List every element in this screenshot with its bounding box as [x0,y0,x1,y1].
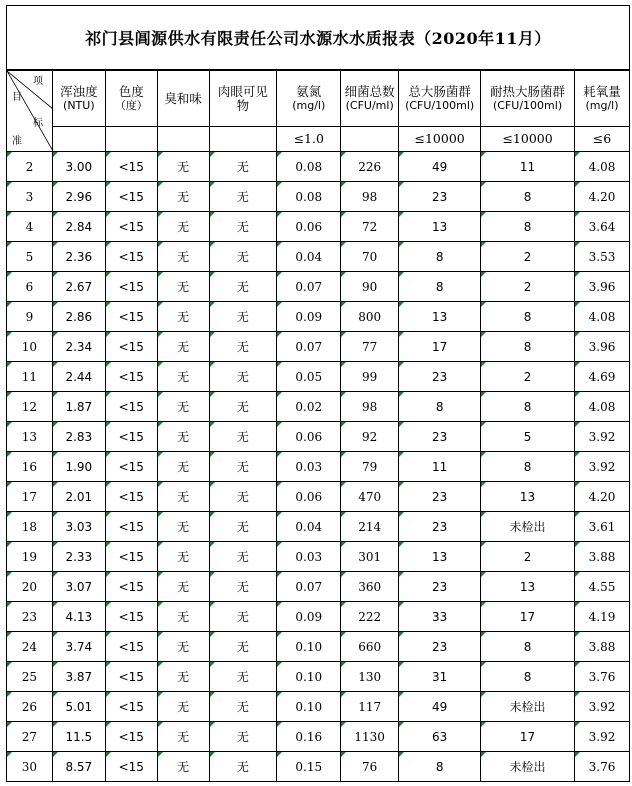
value-cell: <15 [105,722,157,752]
value-cell: 33 [399,602,481,632]
standard-row [7,127,630,152]
value-cell: 0.08 [277,182,341,212]
value-cell: 0.10 [277,662,341,692]
value-cell: 无 [209,332,277,362]
header-row [7,71,630,127]
value-cell: 13 [399,302,481,332]
value-cell: 2 [481,272,575,302]
value-cell: 1.87 [52,392,105,422]
value-cell: 92 [341,422,399,452]
value-cell: 11 [399,452,481,482]
value-cell: 无 [209,692,277,722]
standard-cell [341,127,399,152]
column-header-name: 细菌总数 [344,83,395,99]
value-cell: 无 [209,482,277,512]
date-cell: 5 [7,242,53,272]
value-cell: 无 [209,452,277,482]
value-cell: 23 [399,422,481,452]
date-cell: 18 [7,512,53,542]
table-row [7,722,630,752]
value-cell: 76 [341,752,399,782]
value-cell: 3.92 [575,692,630,722]
value-cell: 未检出 [481,692,575,722]
value-cell: 无 [157,632,209,662]
value-cell: 660 [341,632,399,662]
value-cell: 2.83 [52,422,105,452]
value-cell: 13 [481,572,575,602]
table-row [7,572,630,602]
value-cell: 2.86 [52,302,105,332]
value-cell: 301 [341,542,399,572]
value-cell: 8 [399,242,481,272]
water-quality-table [6,70,630,782]
value-cell: 3.96 [575,332,630,362]
value-cell: 8 [399,752,481,782]
value-cell: 无 [157,302,209,332]
value-cell: 0.02 [277,392,341,422]
value-cell: 800 [341,302,399,332]
value-cell: 无 [209,272,277,302]
date-cell: 19 [7,542,53,572]
value-cell: 无 [157,152,209,182]
report-title: 祁门县阊源供水有限责任公司水源水水质报表（2020年11月） [6,5,630,70]
value-cell: 无 [157,482,209,512]
value-cell: 无 [209,152,277,182]
header-corner [7,71,53,152]
value-cell: 2 [481,242,575,272]
value-cell: 无 [157,722,209,752]
value-cell: <15 [105,512,157,542]
value-cell: 无 [209,242,277,272]
value-cell: 8.57 [52,752,105,782]
date-cell: 17 [7,482,53,512]
table-row [7,422,630,452]
date-cell: 13 [7,422,53,452]
value-cell: 4.20 [575,482,630,512]
value-cell: 8 [481,632,575,662]
table-row [7,482,630,512]
column-header [341,71,399,127]
value-cell: 无 [157,272,209,302]
value-cell: 无 [209,512,277,542]
value-cell: 4.08 [575,302,630,332]
column-header [105,71,157,127]
value-cell: <15 [105,662,157,692]
value-cell: <15 [105,182,157,212]
value-cell: 13 [399,542,481,572]
value-cell: 3.61 [575,512,630,542]
standard-cell: ≤6 [575,127,630,152]
value-cell: <15 [105,452,157,482]
value-cell: 0.16 [277,722,341,752]
column-header-name: 氨氮 [296,83,322,99]
column-header [157,71,209,127]
value-cell: 214 [341,512,399,542]
table-row [7,212,630,242]
value-cell: 90 [341,272,399,302]
value-cell: 0.07 [277,272,341,302]
value-cell: 360 [341,572,399,602]
column-header-name: 耐热大肠菌群 [490,83,566,99]
value-cell: 2.36 [52,242,105,272]
column-header-unit: (mg/l) [585,98,619,112]
value-cell: <15 [105,272,157,302]
column-header-unit: (NTU) [63,98,95,112]
column-header [575,71,630,127]
value-cell: 无 [157,392,209,422]
value-cell: 4.55 [575,572,630,602]
value-cell: 4.19 [575,602,630,632]
value-cell: 2.01 [52,482,105,512]
table-row [7,302,630,332]
value-cell: 3.00 [52,152,105,182]
value-cell: 无 [209,212,277,242]
value-cell: 无 [157,602,209,632]
value-cell: 无 [157,332,209,362]
value-cell: 0.03 [277,542,341,572]
value-cell: 无 [157,692,209,722]
value-cell: 2 [481,542,575,572]
table-row [7,362,630,392]
date-cell: 11 [7,362,53,392]
corner-label-standard-mark: 标 [33,118,43,129]
value-cell: 3.88 [575,632,630,662]
column-header [277,71,341,127]
value-cell: 8 [481,332,575,362]
value-cell: 0.07 [277,332,341,362]
value-cell: 222 [341,602,399,632]
value-cell: 无 [209,572,277,602]
value-cell: <15 [105,482,157,512]
value-cell: 无 [209,392,277,422]
value-cell: 2.84 [52,212,105,242]
value-cell: 49 [399,152,481,182]
column-header-name: 色度 [118,83,144,99]
value-cell: 3.76 [575,662,630,692]
column-header-unit: (CFU/100ml) [405,98,475,112]
column-header-unit: (CFU/ml) [345,98,394,112]
value-cell: 77 [341,332,399,362]
value-cell: 4.08 [575,392,630,422]
column-header-name: 肉眼可见 [217,83,268,99]
value-cell: 70 [341,242,399,272]
value-cell: 13 [399,212,481,242]
standard-cell [52,127,105,152]
value-cell: 49 [399,692,481,722]
value-cell: 98 [341,392,399,422]
standard-cell: ≤1.0 [277,127,341,152]
corner-label-target: 目 [12,92,22,103]
value-cell: 226 [341,152,399,182]
value-cell: 4.08 [575,152,630,182]
value-cell: 23 [399,512,481,542]
value-cell: 23 [399,632,481,662]
table-row [7,602,630,632]
date-cell: 30 [7,752,53,782]
value-cell: 8 [399,392,481,422]
value-cell: 3.74 [52,632,105,662]
date-cell: 20 [7,572,53,602]
value-cell: 无 [157,362,209,392]
value-cell: 3.87 [52,662,105,692]
value-cell: 63 [399,722,481,752]
date-cell: 24 [7,632,53,662]
value-cell: 0.10 [277,692,341,722]
standard-cell [157,127,209,152]
value-cell: <15 [105,392,157,422]
date-cell: 4 [7,212,53,242]
column-header-unit: （度） [114,98,148,112]
value-cell: 11.5 [52,722,105,752]
date-cell: 9 [7,302,53,332]
table-row [7,332,630,362]
value-cell: 无 [209,302,277,332]
standard-cell [105,127,157,152]
date-cell: 3 [7,182,53,212]
value-cell: 0.06 [277,422,341,452]
value-cell: 8 [481,212,575,242]
value-cell: 4.20 [575,182,630,212]
value-cell: 无 [157,452,209,482]
date-cell: 10 [7,332,53,362]
value-cell: 17 [481,602,575,632]
value-cell: 无 [209,752,277,782]
table-row [7,152,630,182]
value-cell: 8 [481,452,575,482]
value-cell: 3.88 [575,542,630,572]
date-cell: 26 [7,692,53,722]
date-cell: 6 [7,272,53,302]
value-cell: 2.34 [52,332,105,362]
value-cell: <15 [105,362,157,392]
value-cell: 0.15 [277,752,341,782]
value-cell: 无 [209,362,277,392]
value-cell: 13 [481,482,575,512]
value-cell: 3.64 [575,212,630,242]
value-cell: 无 [157,662,209,692]
value-cell: 2.96 [52,182,105,212]
value-cell: 3.03 [52,512,105,542]
value-cell: 3.92 [575,452,630,482]
value-cell: 117 [341,692,399,722]
value-cell: 5 [481,422,575,452]
column-header-unit: (mg/l) [292,98,326,112]
value-cell: <15 [105,632,157,662]
date-cell: 2 [7,152,53,182]
value-cell: 4.13 [52,602,105,632]
value-cell: 无 [209,632,277,662]
value-cell: <15 [105,602,157,632]
column-header [209,71,277,127]
column-header-unit: 物 [236,97,250,113]
value-cell: 2 [481,362,575,392]
column-header-name: 浑浊度 [60,83,98,99]
value-cell: 23 [399,482,481,512]
date-cell: 23 [7,602,53,632]
column-header [399,71,481,127]
value-cell: 无 [209,722,277,752]
value-cell: 2.33 [52,542,105,572]
value-cell: 未检出 [481,752,575,782]
value-cell: 0.09 [277,602,341,632]
value-cell: 23 [399,362,481,392]
value-cell: 130 [341,662,399,692]
date-cell: 12 [7,392,53,422]
value-cell: 0.04 [277,512,341,542]
value-cell: <15 [105,542,157,572]
value-cell: 无 [209,182,277,212]
value-cell: 无 [157,752,209,782]
value-cell: 无 [157,572,209,602]
value-cell: <15 [105,212,157,242]
value-cell: 无 [157,242,209,272]
value-cell: 5.01 [52,692,105,722]
value-cell: 无 [209,602,277,632]
corner-label-item: 项 [33,76,43,87]
column-header-unit: (CFU/100ml) [493,98,563,112]
value-cell: 3.07 [52,572,105,602]
value-cell: <15 [105,422,157,452]
value-cell: 99 [341,362,399,392]
value-cell: 8 [481,392,575,422]
table-row [7,662,630,692]
value-cell: 0.07 [277,572,341,602]
value-cell: 0.10 [277,632,341,662]
date-cell: 16 [7,452,53,482]
value-cell: <15 [105,572,157,602]
value-cell: 1.90 [52,452,105,482]
value-cell: 无 [209,662,277,692]
value-cell: 3.96 [575,272,630,302]
value-cell: 0.05 [277,362,341,392]
column-header-name: 耗氧量 [583,83,621,99]
value-cell: 0.06 [277,212,341,242]
table-row [7,542,630,572]
value-cell: <15 [105,302,157,332]
value-cell: 8 [481,182,575,212]
column-header [52,71,105,127]
value-cell: 8 [481,302,575,332]
value-cell: 1130 [341,722,399,752]
value-cell: 无 [157,422,209,452]
value-cell: 无 [157,512,209,542]
value-cell: 3.76 [575,752,630,782]
table-row [7,242,630,272]
value-cell: 17 [399,332,481,362]
value-cell: 无 [157,182,209,212]
date-cell: 25 [7,662,53,692]
value-cell: 11 [481,152,575,182]
table-row [7,452,630,482]
value-cell: 未检出 [481,512,575,542]
value-cell: 3.92 [575,422,630,452]
table-row [7,632,630,662]
value-cell: 0.08 [277,152,341,182]
value-cell: <15 [105,752,157,782]
value-cell: 无 [157,212,209,242]
value-cell: 0.04 [277,242,341,272]
table-row [7,512,630,542]
column-header [481,71,575,127]
value-cell: 无 [209,542,277,572]
column-header-name: 臭和味 [164,90,202,106]
value-cell: 无 [209,422,277,452]
value-cell: 23 [399,182,481,212]
value-cell: 3.92 [575,722,630,752]
value-cell: <15 [105,692,157,722]
value-cell: 31 [399,662,481,692]
value-cell: 0.06 [277,482,341,512]
corner-label-standard: 准 [12,136,22,147]
date-cell: 27 [7,722,53,752]
value-cell: 0.09 [277,302,341,332]
standard-cell [209,127,277,152]
value-cell: 98 [341,182,399,212]
table-row [7,752,630,782]
value-cell: 8 [399,272,481,302]
value-cell: 72 [341,212,399,242]
value-cell: 79 [341,452,399,482]
value-cell: 23 [399,572,481,602]
standard-cell: ≤10000 [399,127,481,152]
table-row [7,272,630,302]
value-cell: 17 [481,722,575,752]
table-row [7,692,630,722]
standard-cell: ≤10000 [481,127,575,152]
column-header-name: 总大肠菌群 [408,83,471,99]
value-cell: 2.67 [52,272,105,302]
value-cell: 2.44 [52,362,105,392]
value-cell: 0.03 [277,452,341,482]
value-cell: <15 [105,152,157,182]
value-cell: 3.53 [575,242,630,272]
value-cell: <15 [105,242,157,272]
table-row [7,182,630,212]
value-cell: <15 [105,332,157,362]
table-row [7,392,630,422]
value-cell: 4.69 [575,362,630,392]
value-cell: 8 [481,662,575,692]
value-cell: 无 [157,542,209,572]
value-cell: 470 [341,482,399,512]
